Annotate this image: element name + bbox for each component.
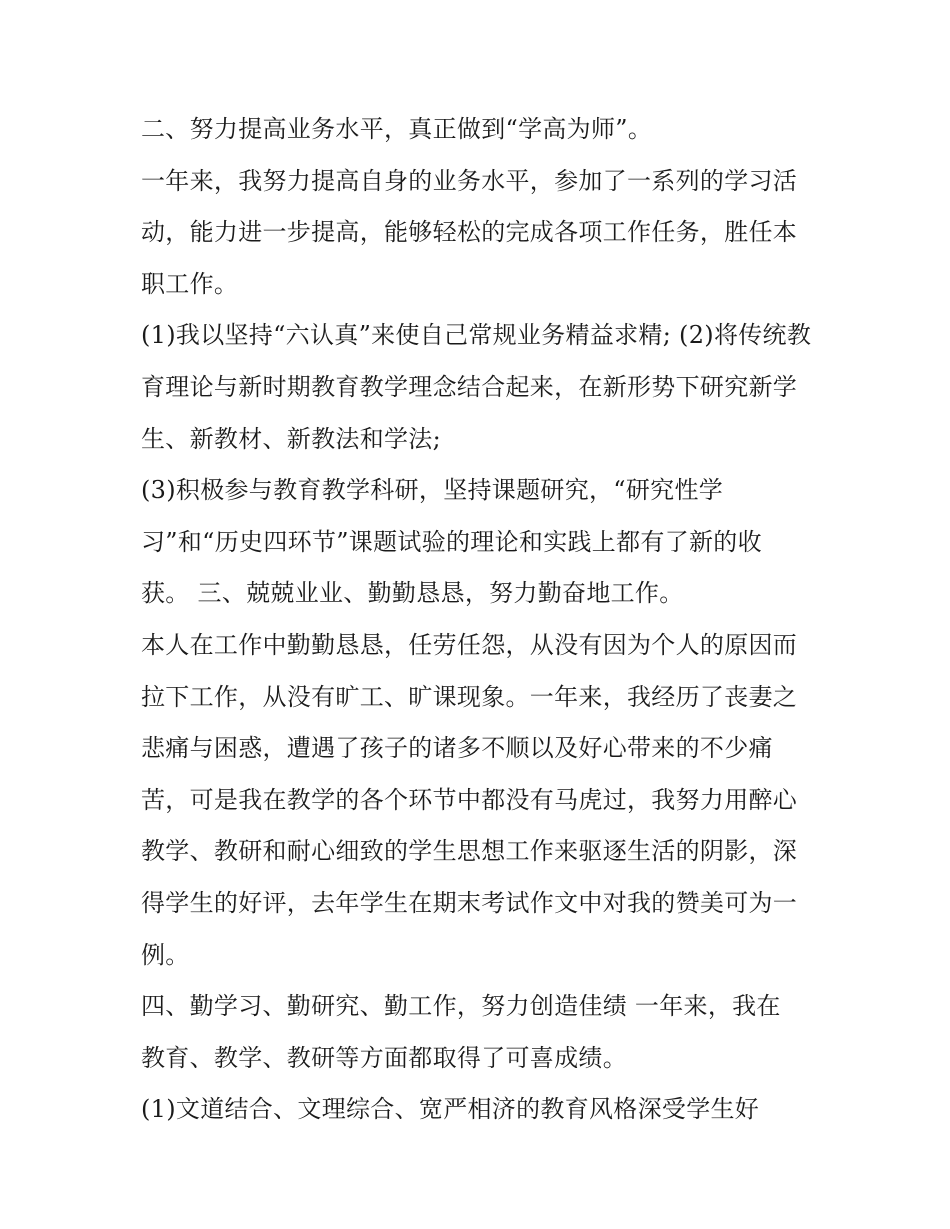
text-line: (1)我以坚持“六认真”来使自己常规业务精益求精; (2)将传统教 [141,321,812,350]
text-line: (3)积极参与教育教学科研，坚持课题研究，“研究性学 [141,476,724,505]
text-line: 一年来，我努力提高自身的业务水平，参加了一系列的学习活 [141,166,798,195]
text-line: 本人在工作中勤勤恳恳，任劳任怨，从没有因为个人的原因而 [141,630,798,659]
text-line: 四、勤学习、勤研究、勤工作，努力创造佳绩 一年来，我在 [141,992,781,1021]
text-line: 教育、教学、教研等方面都取得了可喜成绩。 [141,1043,627,1072]
text-line: 获。 三、兢兢业业、勤勤恳恳，努力勤奋地工作。 [141,579,684,608]
text-line: 悲痛与困惑，遭遇了孩子的诸多不顺以及好心带来的不少痛 [141,734,773,763]
text-line: 苦，可是我在教学的各个环节中都没有马虎过，我努力用醉心 [141,785,798,814]
document-body [141,104,821,1136]
text-line: 育理论与新时期教育教学理念结合起来，在新形势下研究新学 [141,372,798,401]
text-line: 生、新教材、新教法和学法; [141,424,441,453]
text-line: 教学、教研和耐心细致的学生思想工作来驱逐生活的阴影，深 [141,837,798,866]
text-line: 得学生的好评，去年学生在期末考试作文中对我的赞美可为一 [141,888,798,917]
text-line: 拉下工作，从没有旷工、旷课现象。一年来，我经历了丧妻之 [141,682,798,711]
text-line: 二、努力提高业务水平，真正做到“学高为师”。 [141,115,653,143]
text-line: 动，能力进一步提高，能够轻松的完成各项工作任务，胜任本 [141,218,798,247]
text-line: 例。 [141,940,190,969]
text-line: 职工作。 [141,269,239,298]
text-line: 习”和“历史四环节”课题试验的理论和实践上都有了新的收 [141,527,762,556]
text-line: (1)文道结合、文理综合、宽严相济的教育风格深受学生好 [141,1095,760,1124]
